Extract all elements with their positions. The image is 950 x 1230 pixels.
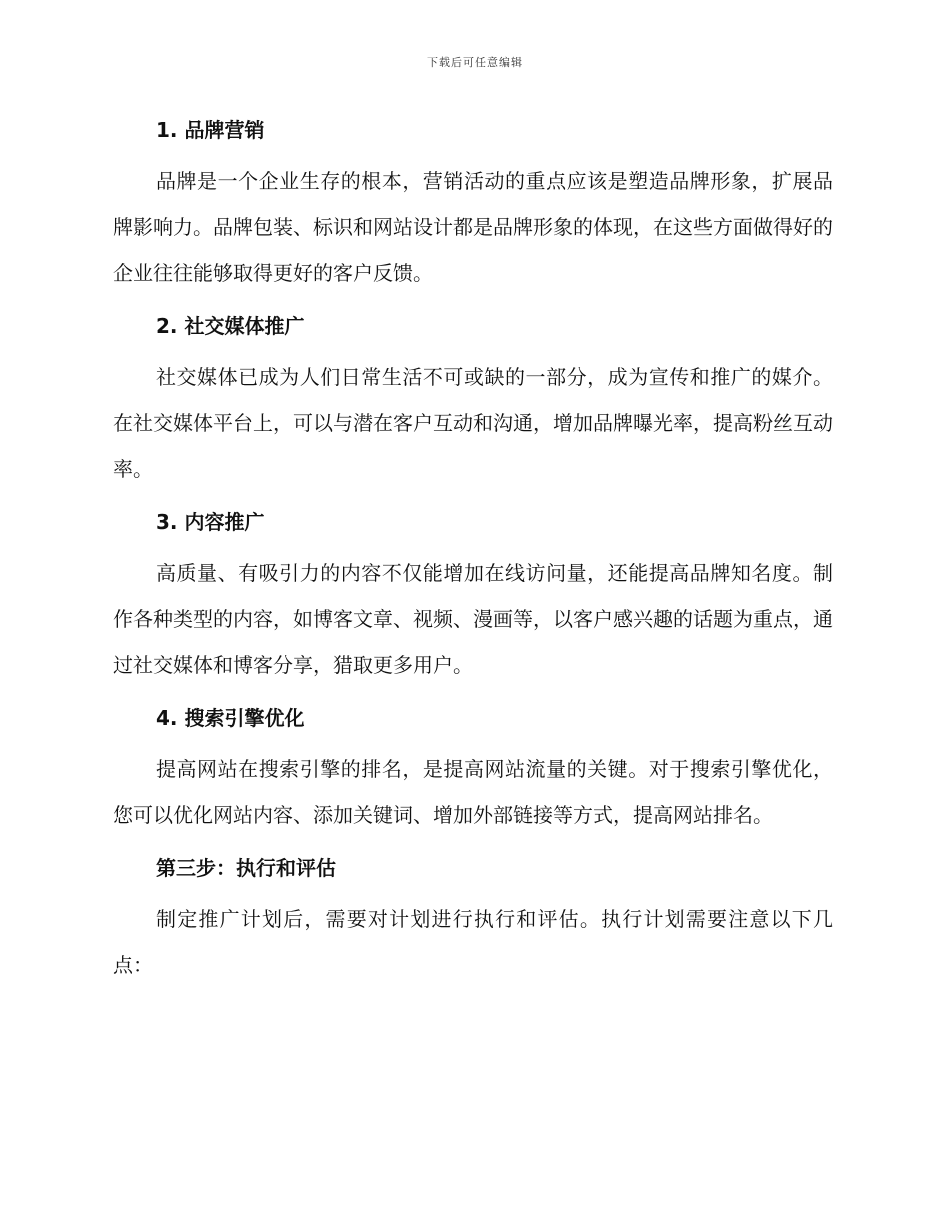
section-heading-execute-evaluate: 第三步：执行和评估	[156, 856, 336, 880]
section-body-execute-evaluate: 制定推广计划后，需要对计划进行执行和评估。执行计划需要注意以下几点：	[113, 907, 833, 977]
section-heading-social-media: 2. 社交媒体推广	[156, 314, 305, 338]
section-heading-content-promotion: 3. 内容推广	[156, 510, 265, 534]
section-body-brand-marketing: 品牌是一个企业生存的根本，营销活动的重点应该是塑造品牌形象，扩展品牌影响力。品牌包装、标识和网站设计都是品牌形象的体现，在这些方面做得好的企业往往能够取得更好的客户反馈。	[113, 169, 833, 285]
page-header-note: 下载后可任意编辑	[427, 56, 523, 69]
section-body-content-promotion: 高质量、有吸引力的内容不仅能增加在线访问量，还能提高品牌知名度。制作各种类型的内容，如博客文章、视频、漫画等，以客户感兴趣的话题为重点，通过社交媒体和博客分享，猎取更多用户。	[113, 561, 833, 677]
section-body-social-media: 社交媒体已成为人们日常生活不可或缺的一部分，成为宣传和推广的媒介。在社交媒体平台上，可以与潜在客户互动和沟通，增加品牌曝光率，提高粉丝互动率。	[113, 365, 833, 481]
section-heading-seo: 4. 搜索引擎优化	[156, 706, 305, 730]
section-body-seo: 提高网站在搜索引擎的排名，是提高网站流量的关键。对于搜索引擎优化，您可以优化网站内容、添加关键词、增加外部链接等方式，提高网站排名。	[113, 757, 833, 827]
document-body	[113, 110, 833, 998]
section-heading-brand-marketing: 1. 品牌营销	[156, 118, 265, 142]
